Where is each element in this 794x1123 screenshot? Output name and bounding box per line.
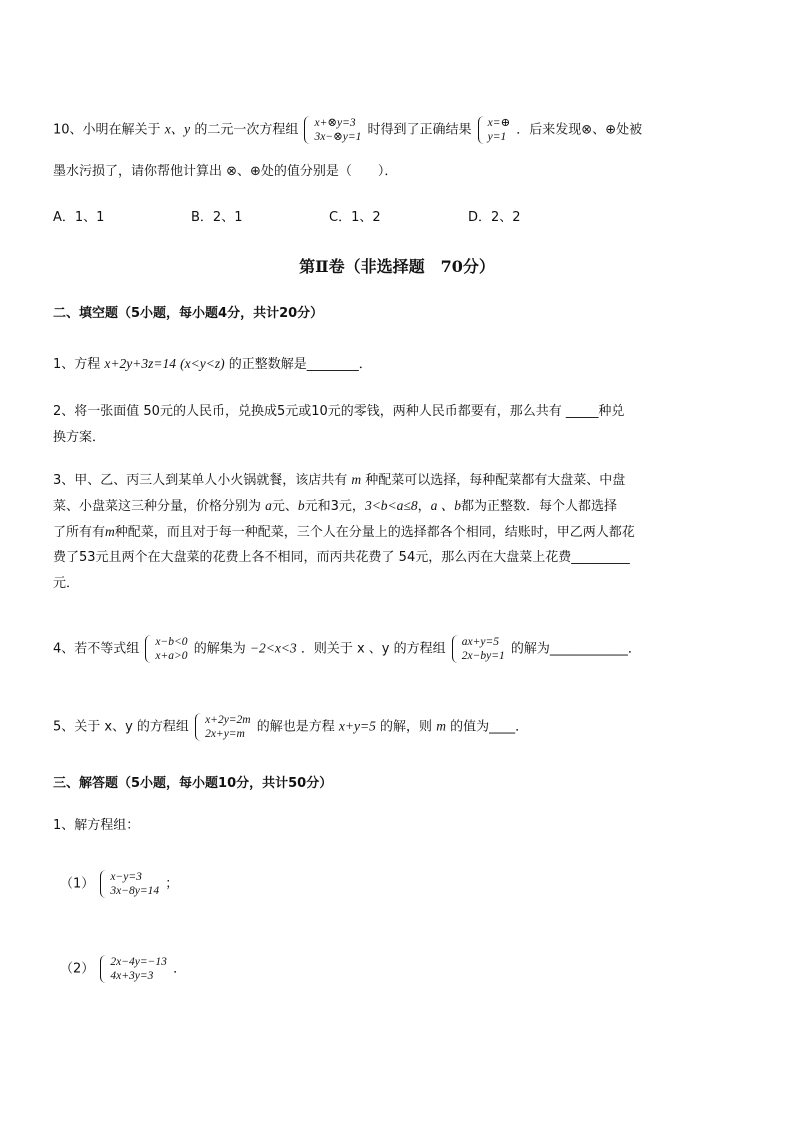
- q3-text: 元、: [271, 499, 298, 514]
- q4-inequality-system: [145, 635, 187, 663]
- q3-text: 3、甲、乙、丙三人到某单人小火锅就餐，该店共有: [53, 473, 352, 488]
- q3-text: 元和3元，: [304, 499, 365, 514]
- equation: ax+y=5: [461, 636, 499, 648]
- equation: 3x−8y=14: [110, 885, 160, 897]
- brace: [478, 116, 486, 144]
- q3-text: 了所有有: [53, 525, 106, 540]
- q4-prefix: 4、若不等式组: [53, 641, 140, 657]
- q4-range: −2<x<3: [249, 640, 297, 656]
- q3-vars-ab: a 、b: [430, 498, 461, 513]
- s3-q1-part1: [60, 870, 178, 898]
- q1-condition: (x<y<z): [180, 356, 225, 371]
- option-c: C．1、2: [329, 210, 381, 225]
- q10-vars: x、y: [164, 121, 191, 137]
- q5-equation-system: [195, 713, 251, 741]
- s2-q1: [53, 355, 372, 374]
- option-a: A．1、1: [53, 210, 105, 225]
- s2-q2-line1: 2、将一张面值 50元的人民币，兑换成5元或10元的零钱，两种人民币都要有，那么共有 _____种兑: [53, 404, 625, 419]
- s2-q2-line2: 换方案．: [53, 430, 106, 445]
- q3-text: ，: [417, 499, 431, 514]
- q4-equation-system: [452, 635, 505, 663]
- q5-prefix: 5、关于 x、y 的方程组: [53, 719, 189, 735]
- equation: 2x−4y=−13: [110, 956, 167, 968]
- equation: 4x+3y=3: [110, 970, 154, 982]
- q5-suffix: 的值为____．: [450, 719, 529, 735]
- brace: [195, 713, 203, 741]
- q3-var-a: a: [265, 498, 272, 513]
- s2-q4: [53, 635, 641, 663]
- part-tail: ．: [173, 961, 187, 977]
- q10-mid: 的二元一次方程组: [194, 122, 299, 138]
- q1-prefix: 1、方程: [53, 357, 101, 372]
- part-tail: ；: [165, 876, 179, 892]
- p1-equation-system: [100, 870, 159, 898]
- q10-mid2: 时得到了正确结果: [367, 122, 472, 138]
- s2-q3-line2: [53, 497, 617, 516]
- part-label: （1）: [60, 876, 95, 892]
- s3-q1: 1、解方程组：: [53, 818, 140, 833]
- s3-q1-part2: [60, 955, 186, 983]
- equation: 2x−by=1: [461, 650, 505, 662]
- q4-suffix: 的解为____________．: [510, 641, 641, 657]
- equation: 3x−⊗y=1: [314, 131, 362, 143]
- equation: 2x+y=m: [205, 728, 245, 740]
- q5-var-m: m: [436, 718, 446, 734]
- q10-suffix: ．后来发现⊗、⊕处被: [516, 122, 643, 138]
- section3-heading: 三、解答题（5小题，每小题10分，共计50分）: [53, 776, 333, 791]
- q3-text: 菜、小盘菜这三种分量，价格分别为: [53, 499, 266, 514]
- option-b: B．2、1: [191, 210, 243, 225]
- equation: x+2y=2m: [205, 714, 251, 726]
- equation: x−y=3: [110, 871, 142, 883]
- equation: x=⊕: [487, 117, 511, 129]
- q1-equation: x+2y+3z=14: [104, 356, 176, 371]
- q1-suffix: 的正整数解是________．: [228, 357, 372, 372]
- q10-line2: 墨水污损了，请你帮他计算出 ⊗、⊕处的值分别是（ ）．: [53, 164, 398, 179]
- brace: [100, 870, 108, 898]
- q3-text: 都为正整数．每个人都选择: [460, 499, 617, 514]
- q3-text: 种配菜，而且对于每一种配菜，三个人在分量上的选择都各个相同，结账时，甲乙两人都花: [114, 525, 635, 540]
- q4-text: 的解集为: [193, 641, 246, 657]
- q5-text: 的解，则: [380, 719, 433, 735]
- q3-var-m: m: [105, 524, 115, 539]
- p2-equation-system: [100, 955, 167, 983]
- q3-var-b: b: [297, 498, 305, 513]
- q3-inequality: 3<b<a≤8: [364, 498, 418, 513]
- q10-prefix: 10、小明在解关于: [53, 122, 161, 138]
- s2-q3-line3: [53, 523, 635, 542]
- brace: [145, 635, 153, 663]
- q3-var-m: m: [351, 472, 362, 487]
- q5-text: 的解也是方程: [256, 719, 335, 735]
- section2-heading: 二、填空题（5小题，每小题4分，共计20分）: [53, 306, 324, 321]
- q10-system-2: [478, 116, 511, 144]
- q3-text: 种配菜可以选择，每种配菜都有大盘菜、中盘: [361, 473, 626, 488]
- s2-q3-line5: 元．: [53, 576, 80, 591]
- brace: [304, 116, 312, 144]
- s2-q3-line1: [53, 471, 625, 490]
- part2-title: 第Ⅱ卷（非选择题 70分）: [299, 257, 495, 276]
- q5-equation: x+y=5: [338, 718, 376, 734]
- q4-text: ．则关于 x 、y 的方程组: [300, 641, 446, 657]
- equation: y=1: [487, 131, 507, 143]
- s2-q3-line4: 费了53元且两个在大盘菜的花费上各不相同，而丙共花费了 54元，那么丙在大盘菜上花费_________: [53, 550, 630, 565]
- s2-q5: [53, 713, 528, 741]
- q10-line1: [53, 116, 642, 144]
- inequality: x+a>0: [155, 650, 188, 662]
- brace: [100, 955, 108, 983]
- equation: x+⊗y=3: [314, 117, 356, 129]
- q10-system-1: [304, 116, 361, 144]
- inequality: x−b<0: [155, 636, 188, 648]
- option-d: D．2、2: [468, 210, 521, 225]
- brace: [452, 635, 460, 663]
- part-label: （2）: [60, 961, 95, 977]
